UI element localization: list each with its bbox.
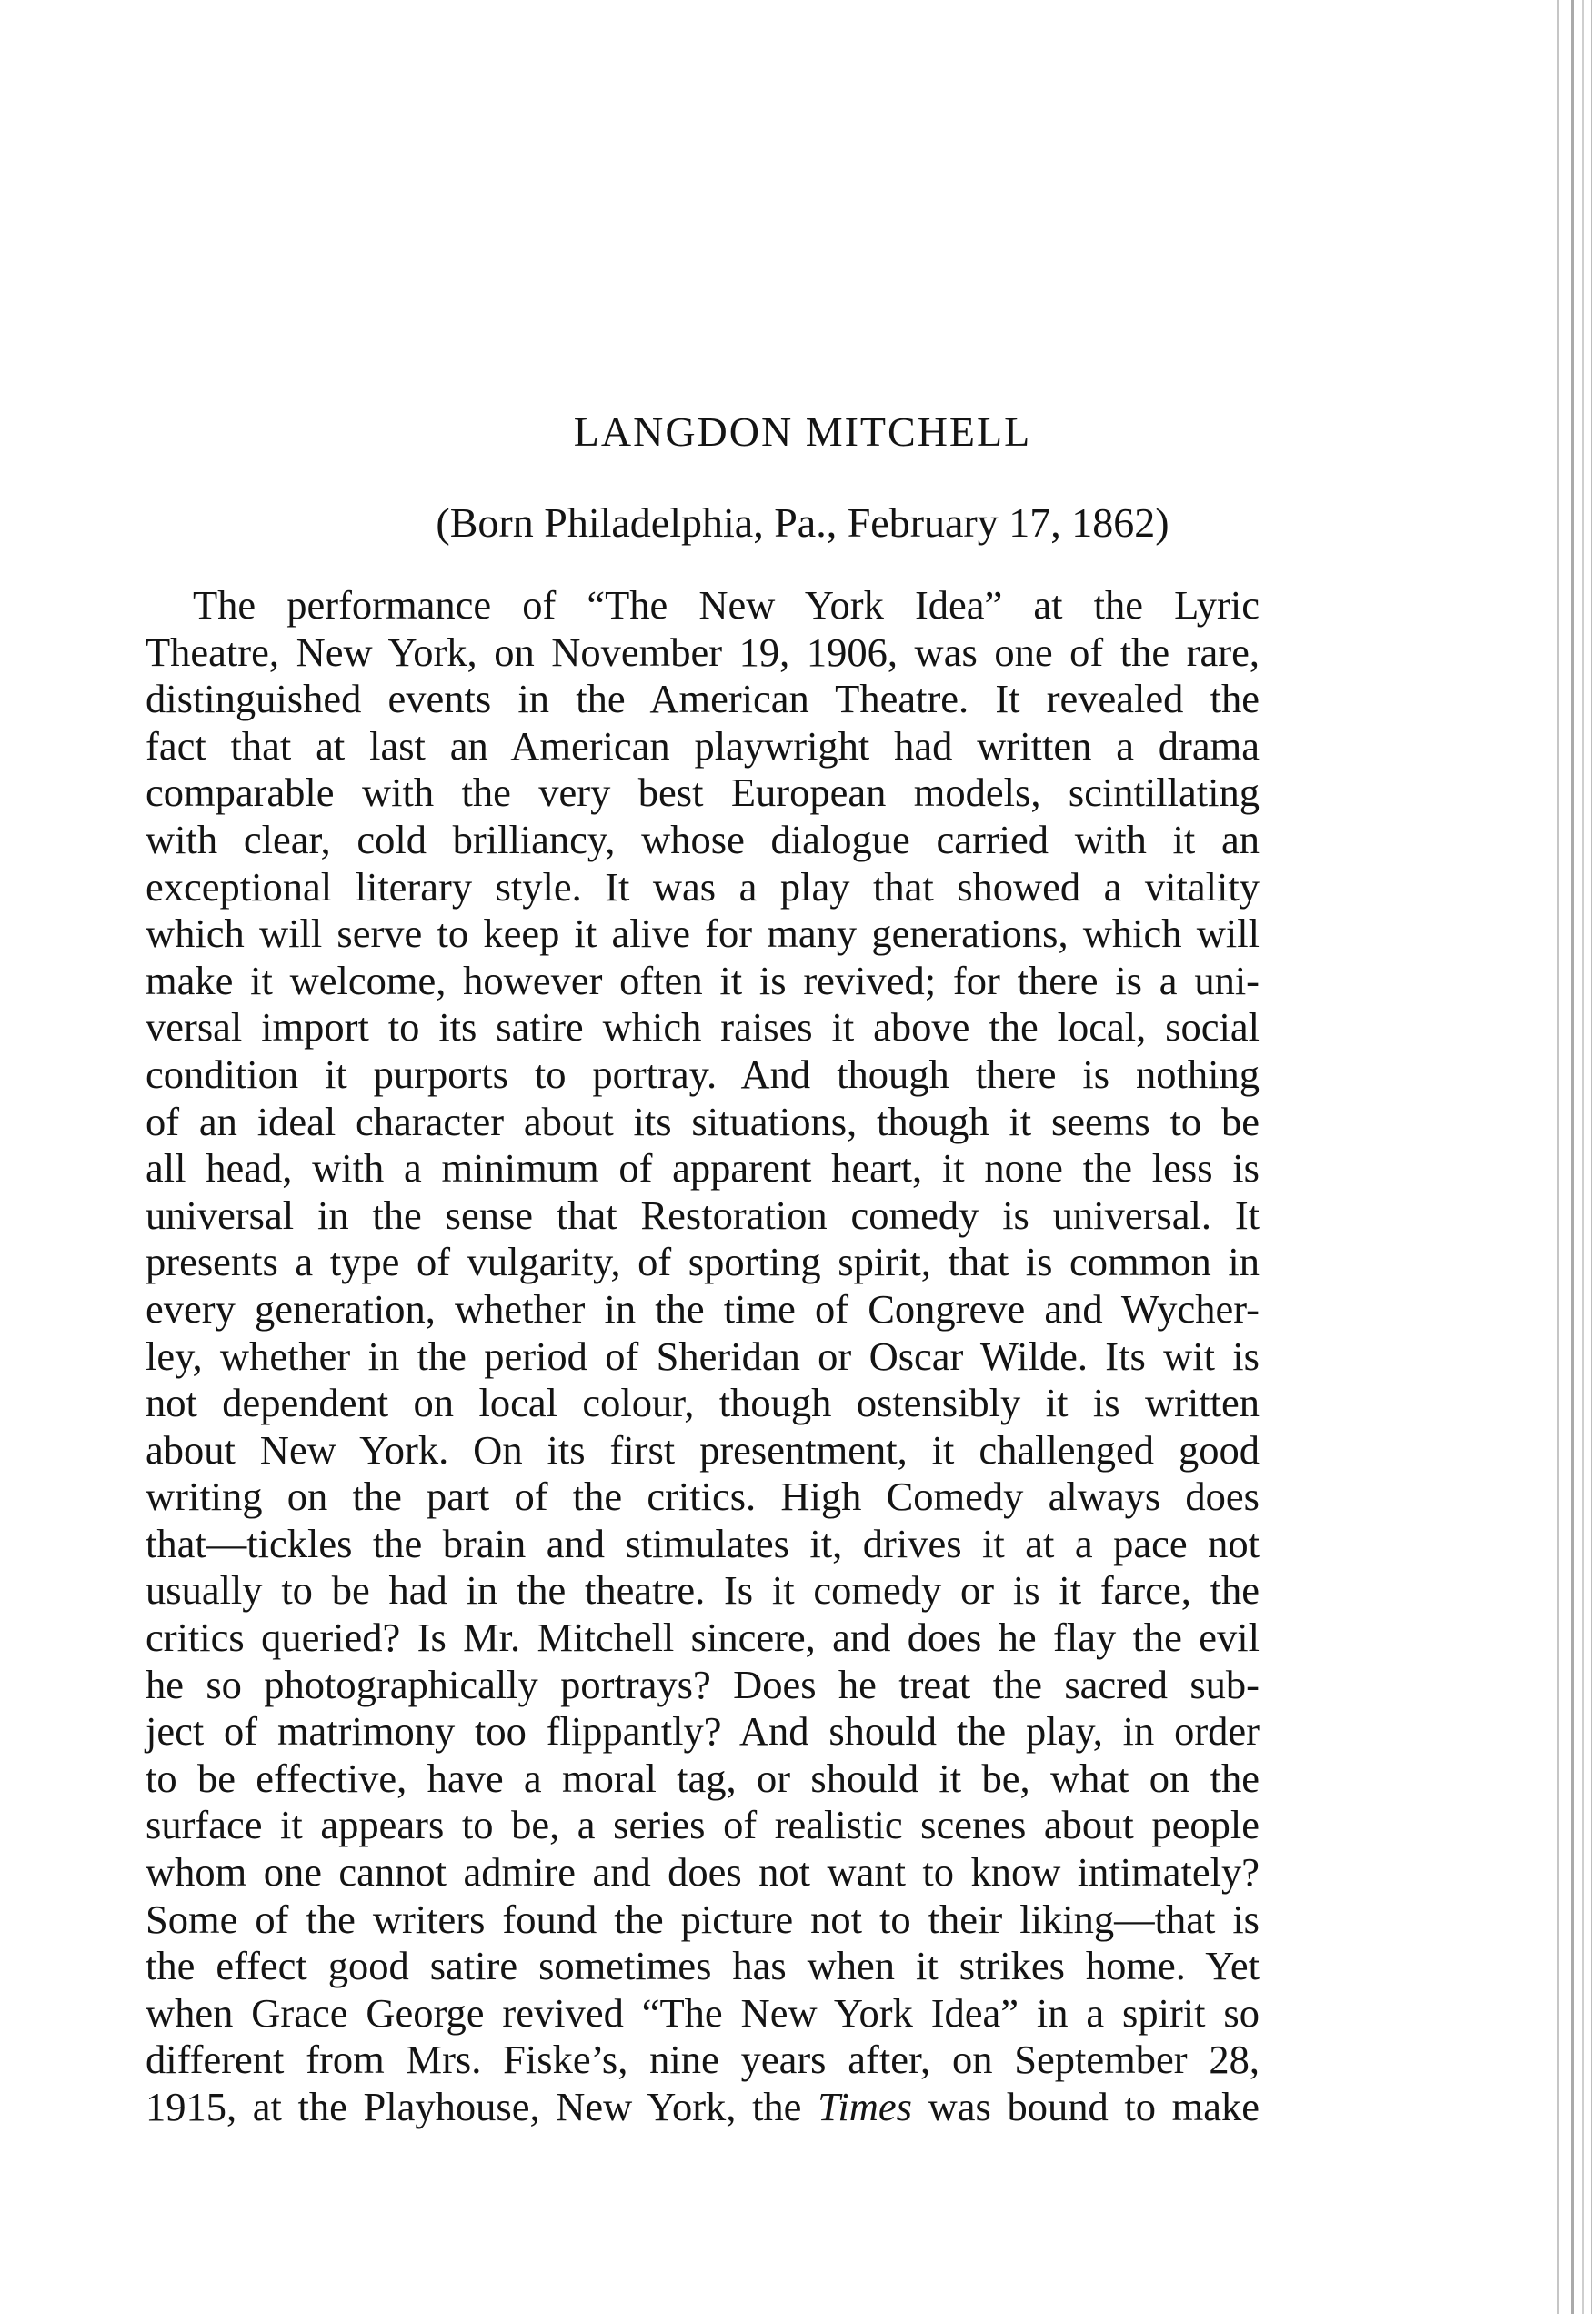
text-line: exceptional literary style. It was a play that showed a vitality	[146, 863, 1260, 910]
text-line: condition it purports to portray. And though there is nothing	[146, 1051, 1260, 1097]
text-segment: was bound to make	[911, 2084, 1260, 2129]
text-line: to be effective, have a moral tag, or should it be, what on the	[146, 1755, 1260, 1801]
text-line: whom one cannot admire and does not want to know intimately?	[146, 1849, 1260, 1896]
text-line: with clear, cold brilliancy, whose dialogue carried with it an	[146, 816, 1260, 862]
text-line: universal in the sense that Restoration comedy is universal. It	[146, 1192, 1260, 1238]
text-line: not dependent on local colour, though ostensibly it is written	[146, 1380, 1260, 1426]
text-segment: 1915, at the Playhouse, New York, the	[146, 2084, 818, 2129]
text-line-last	[146, 2084, 1260, 2131]
page-subtitle: (Born Philadelphia, Pa., February 17, 1862)	[436, 499, 1169, 546]
page-edge-shadow	[1571, 0, 1574, 2314]
text-line: writing on the part of the critics. High Comedy always does	[146, 1474, 1260, 1520]
text-line: ject of matrimony too flippantly? And should the play, in order	[146, 1708, 1260, 1755]
text-line: the effect good satire sometimes has when it strikes home. Yet	[146, 1943, 1260, 1989]
page-edge-shadow	[1591, 0, 1592, 2314]
text-line: Some of the writers found the picture not to their liking—that is	[146, 1896, 1260, 1942]
text-line: versal import to its satire which raises it above the local, social	[146, 1004, 1260, 1051]
text-line: when Grace George revived “The New York Idea” in a spirit so	[146, 1989, 1260, 2036]
page-title: LANGDON MITCHELL	[573, 408, 1032, 455]
text-line: ley, whether in the period of Sheridan or Oscar Wilde. Its wit is	[146, 1333, 1260, 1379]
newspaper-title: Times	[818, 2084, 912, 2129]
text-line: fact that at last an American playwright had written a drama	[146, 722, 1260, 769]
text-line: about New York. On its first presentment, it challenged good	[146, 1426, 1260, 1473]
text-line: surface it appears to be, a series of realistic scenes about people	[146, 1802, 1260, 1848]
text-line: distinguished events in the American Theatre. It revealed the	[146, 676, 1260, 722]
text-line: usually to be had in the theatre. Is it comedy or is it farce, the	[146, 1567, 1260, 1614]
text-line: that—tickles the brain and stimulates it, drives it at a pace not	[146, 1520, 1260, 1566]
page-edge-shadow	[1582, 0, 1584, 2314]
text-line: presents a type of vulgarity, of sporting spirit, that is common in	[146, 1239, 1260, 1285]
text-line: he so photographically portrays? Does he treat the sacred sub-	[146, 1661, 1260, 1707]
body-paragraph	[146, 582, 1260, 2131]
text-line: comparable with the very best European models, scintillating	[146, 770, 1260, 816]
text-line: of an ideal character about its situations, though it seems to be	[146, 1098, 1260, 1144]
text-line: which will serve to keep it alive for many generations, which will	[146, 911, 1260, 957]
text-line: Theatre, New York, on November 19, 1906, was one of the rare,	[146, 629, 1260, 675]
text-line: all head, with a minimum of apparent heart, it none the less is	[146, 1145, 1260, 1192]
text-line: make it welcome, however often it is revived; for there is a uni-	[146, 957, 1260, 1003]
text-line: The performance of “The New York Idea” at the Lyric	[193, 582, 1260, 628]
text-line: different from Mrs. Fiske’s, nine years after, on September 28,	[146, 2037, 1260, 2083]
page-edge-shadow	[1557, 0, 1559, 2314]
text-line: every generation, whether in the time of Congreve and Wycher-	[146, 1285, 1260, 1332]
text-line: critics queried? Is Mr. Mitchell sincere, and does he flay the evil	[146, 1615, 1260, 1661]
